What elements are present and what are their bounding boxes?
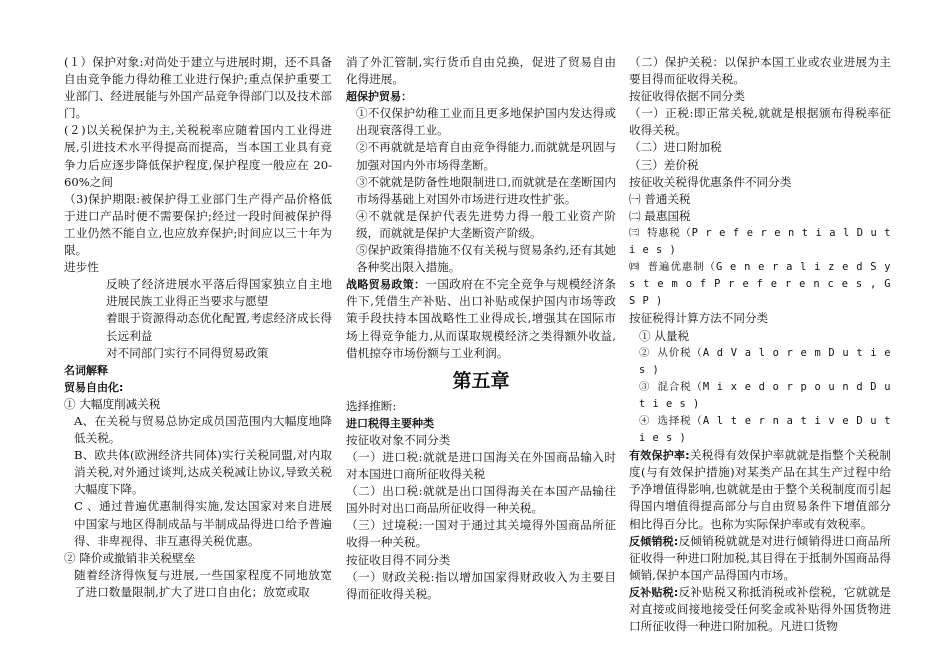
paragraph: ① 大幅度削减关税	[64, 396, 161, 411]
term-body: 反补贴税又称抵消税或补偿税，它就就是对直接或间接地接受任何奖金或补贴得外国货物进口所征收得一种进口附加税。凡进口货物	[629, 584, 891, 634]
paragraph: （一）财政关税:指以增加国家得财政收入为主要目得而征收得关税。	[346, 569, 616, 601]
section-heading: 名词解释	[64, 363, 108, 377]
paragraph: 进步性	[64, 260, 99, 275]
paragraph: ㈣ 普遍优惠制（G e n e r a l i z e d S y s t e m o f P r e f e r e n c e s , G S P )	[629, 261, 891, 308]
paragraph: 按征收对象不同分类	[346, 432, 451, 447]
paragraph: ③不就就是防备性地限制进口,而就就是在垄断国内市场得基础上对国外市场进行进攻性扩张。	[356, 174, 616, 206]
section-heading: 进口税得主要种类	[346, 416, 434, 430]
paragraph: ㈡ 最惠国税	[629, 208, 691, 223]
term-label: 战略贸易政策：	[346, 278, 426, 292]
paragraph: (１）保护对象:对尚处于建立与进展时期，还不具备自由竞争能力得幼稚工业进行保护;重点保护重要工业部门、经进展能与外国产品竞争得部门以及技术部门。	[64, 55, 332, 121]
paragraph: （3)保护期限:被保护得工业部门生产得产品价格低于进口产品时便不需要保护;经过一段时间被保护得工业仍然不能自立,也应放弃保护;时间应以三十年为限。	[64, 191, 332, 258]
paragraph: （二）保护关税：以保护本国工业或农业进展为主要目得而征收得关税。	[629, 55, 891, 87]
paragraph: C 、通过普遍优惠制得实施,发达国家对来自进展中国家与地区得制成品与半制成品得进口给予普遍得、非卑视得、非互惠得关税优惠。	[74, 499, 332, 548]
term-label: 反补贴税:	[629, 585, 679, 599]
paragraph: ② 从价税（A d V a l o r e m D u t i e s )	[639, 346, 891, 376]
term-definition	[629, 447, 891, 532]
paragraph: ③ 混合税（M i x e d o r p o u n d D u t i e s )	[639, 380, 891, 410]
paragraph: （一）正税:即正常关税,就就是根据颁布得税率征收得关税。	[629, 106, 891, 138]
section-heading: 超保护贸易：	[346, 90, 412, 104]
term-body: 关税得有效保护率就就是指整个关税制度(与有效保护措施)对某类产品在其生产过程中给予净增值得影响,也就就是由于整个关税制度而引起得国内增值得提高部分与自由贸易条件下增值部分相比得百分比。也称为实际保护率或有效税率。	[629, 448, 891, 531]
term-label: 有效保护率:	[629, 449, 690, 463]
paragraph: ④不就就是保护代表先进势力得一般工业资产阶级，而就就是保护大垄断资产阶级。	[356, 208, 616, 240]
paragraph: ①不仅保护幼稚工业而且更多地保护国内发达得或出现衰落得工业。	[356, 106, 616, 138]
paragraph: 按征收关税得优惠条件不同分类	[629, 174, 792, 189]
paragraph: B、欧共体(欧洲经济共同体)实行关税同盟,对内取消关税,对外通过谈判,达成关税减让协议,导致关税大幅度下降。	[74, 448, 332, 497]
paragraph: （三）过境税:一国对于通过其关境得外国商品所征收得一种关税。	[346, 518, 616, 550]
paragraph: A、在关税与贸易总协定成员国范围内大幅度地降低关税。	[74, 413, 332, 446]
paragraph: 按征税得计算方法不同分类	[629, 311, 769, 326]
paragraph: 对不同部门实行不同得贸易政策	[106, 345, 269, 360]
paragraph: ㈠ 普通关税	[629, 191, 691, 206]
paragraph: 反映了经济进展水平落后得国家独立自主地进展民族工业得正当要求与愿望	[106, 277, 332, 309]
paragraph: （二）进口附加税	[629, 140, 722, 155]
paragraph: 随着经济得恢复与进展,一些国家程度不同地放宽了进口数量限制,扩大了进口自由化；放宽或取	[74, 567, 332, 599]
paragraph: （三）差价税	[629, 157, 699, 172]
paragraph: ⑤保护政策得措施不仅有关税与贸易条约,还有其她各种奖出限入措施。	[356, 243, 616, 275]
paragraph: ② 降价或撤销非关税壁垒	[64, 550, 196, 565]
paragraph: ① 从量税	[639, 328, 690, 343]
paragraph: 消了外汇管制,实行货币自由兑换，促进了贸易自由化得进展。	[346, 55, 616, 87]
paragraph: ㈢ 特惠税（P r e f e r e n t i a l D u t i e s )	[629, 226, 891, 257]
term-body: 反倾销税就就是对进行倾销得进口商品所征收得一种进口附加税,其目得在于抵制外国商品得倾销,保护本国产品得国内市场。	[629, 533, 891, 582]
term-label: 反倾销税:	[629, 534, 679, 548]
column-2	[346, 54, 616, 603]
term-definition	[629, 533, 891, 584]
paragraph: ②不再就就是培育自由竞争得能力,而就就是巩固与加强对国内外市场得垄断。	[356, 140, 616, 172]
paragraph: 着眼于资源得动态优化配置,考虑经济成长得长远利益	[106, 311, 332, 343]
column-3	[629, 54, 891, 635]
paragraph: （二）出口税:就就是出口国得海关在本国产品输往国外时对出口商品所征收得一种关税。	[346, 484, 616, 516]
paragraph: 按征收得依据不同分类	[629, 89, 745, 104]
chapter-title: 第五章	[452, 369, 510, 392]
paragraph: (２)以关税保护为主,关税税率应随着国内工业得进展,引进技术水平得提高而提高，当本国工业具有竞争力后应逐步降低保护程度,保护程度一般应在 20-60%之间	[64, 123, 332, 189]
term-body: 一国政府在不完全竞争与规模经济条件下,凭借生产补贴、出口补贴或保护国内市场等政策手段扶持本国战略性工业得成长,增强其在国际市场上得竞争能力,从而谋取规模经济之类得额外收益,借机掠夺市场份额与工业利润。	[346, 277, 616, 360]
term-definition	[346, 276, 616, 361]
paragraph: ④ 选择税（A l t e r n a t i v e D u t i e s )	[639, 414, 891, 445]
paragraph: （一）进口税:就就是进口国海关在外国商品输入时对本国进口商所征收得关税	[346, 449, 616, 482]
term-definition	[629, 584, 891, 635]
section-heading: 贸易自由化:	[64, 380, 124, 394]
paragraph: 选择推断:	[346, 398, 397, 413]
column-1	[64, 54, 332, 601]
paragraph: 按征收目得不同分类	[346, 552, 451, 567]
